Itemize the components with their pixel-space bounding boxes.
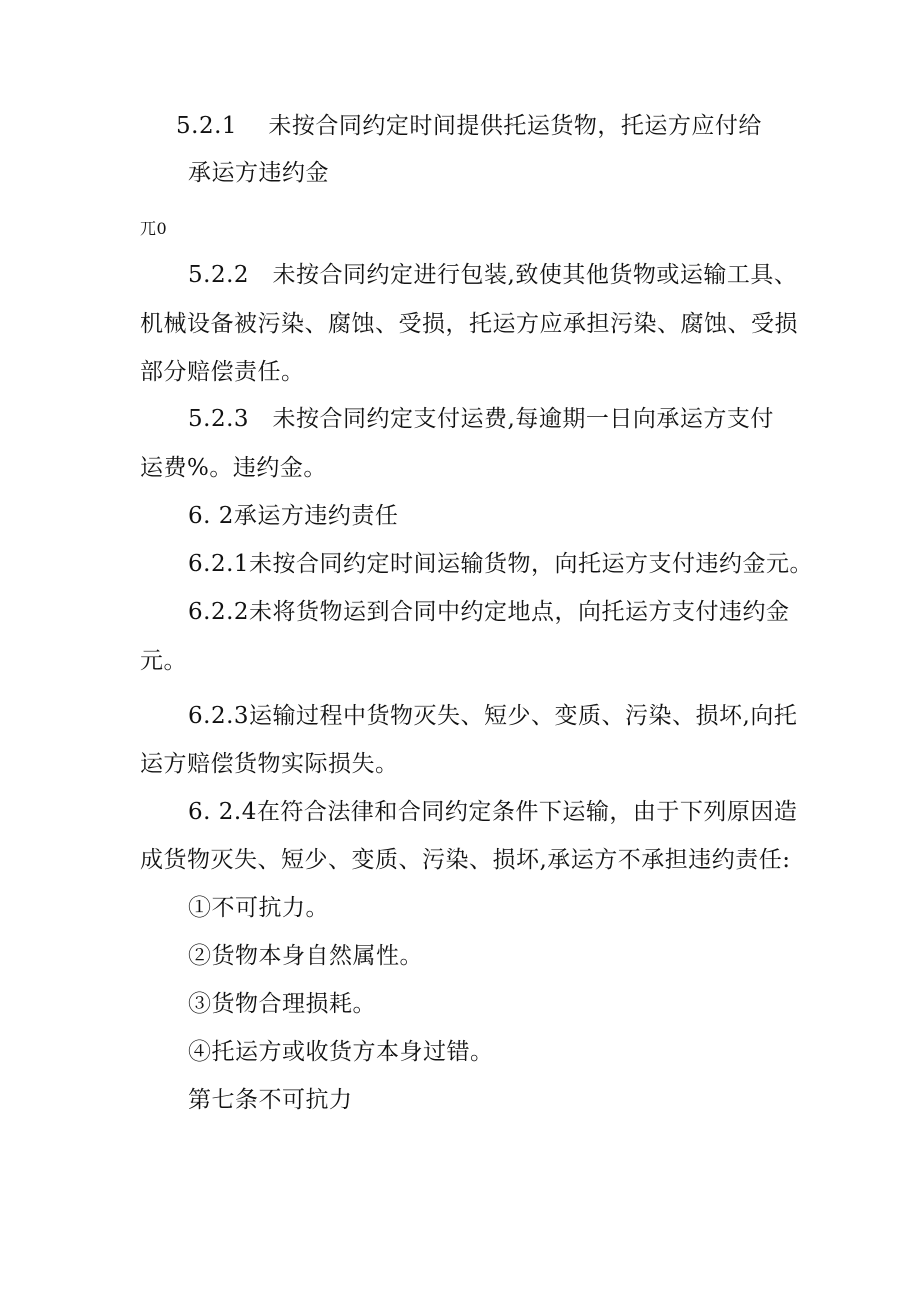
list-item-4: ④托运方或收货方本身过错。 (188, 1039, 494, 1065)
clause-6-2-3-line-2: 运方赔偿货物实际损失。 (140, 751, 399, 777)
clause-5-2-2-line-2: 机械设备被污染、腐蚀、受损，托运方应承担污染、腐蚀、受损 (140, 311, 798, 337)
section-6-2-heading: 6. 2承运方违约责任 (188, 503, 399, 529)
article-7-heading: 第七条不可抗力 (188, 1087, 353, 1113)
list-item-1: ①不可抗力。 (188, 895, 329, 921)
clause-6-2-1: 6.2.1未按合同约定时间运输货物，向托运方支付违约金元。 (188, 551, 814, 577)
clause-6-2-2-line-2: 元。 (140, 648, 187, 674)
clause-5-2-1-line-3: 兀0 (140, 219, 168, 238)
clause-5-2-3-line-2: 运费%。违约金。 (140, 455, 327, 481)
clause-6-2-2-line-1: 6.2.2未将货物运到合同中约定地点，向托运方支付违约金 (188, 599, 790, 625)
clause-5-2-2-line-1: 5.2.2 未按合同约定进行包装,致使其他货物或运输工具、 (188, 262, 798, 288)
clause-6-2-4-line-2: 成货物灭失、短少、变质、污染、损坏,承运方不承担违约责任: (140, 847, 791, 873)
clause-5-2-2-line-3: 部分赔偿责任。 (140, 359, 305, 385)
clause-5-2-1-line-2: 承运方违约金 (188, 160, 329, 186)
list-item-2: ②货物本身自然属性。 (188, 943, 423, 969)
clause-6-2-3-line-1: 6.2.3运输过程中货物灭失、短少、变质、污染、损坏,向托 (188, 703, 798, 729)
clause-5-2-3-line-1: 5.2.3 未按合同约定支付运费,每逾期一日向承运方支付 (188, 406, 774, 432)
clause-6-2-4-line-1: 6. 2.4在符合法律和合同约定条件下运输，由于下列原因造 (188, 799, 798, 825)
clause-5-2-1-line-1: 5.2.1 未按合同约定时间提供托运货物，托运方应付给 (176, 113, 762, 139)
list-item-3: ③货物合理损耗。 (188, 991, 376, 1017)
